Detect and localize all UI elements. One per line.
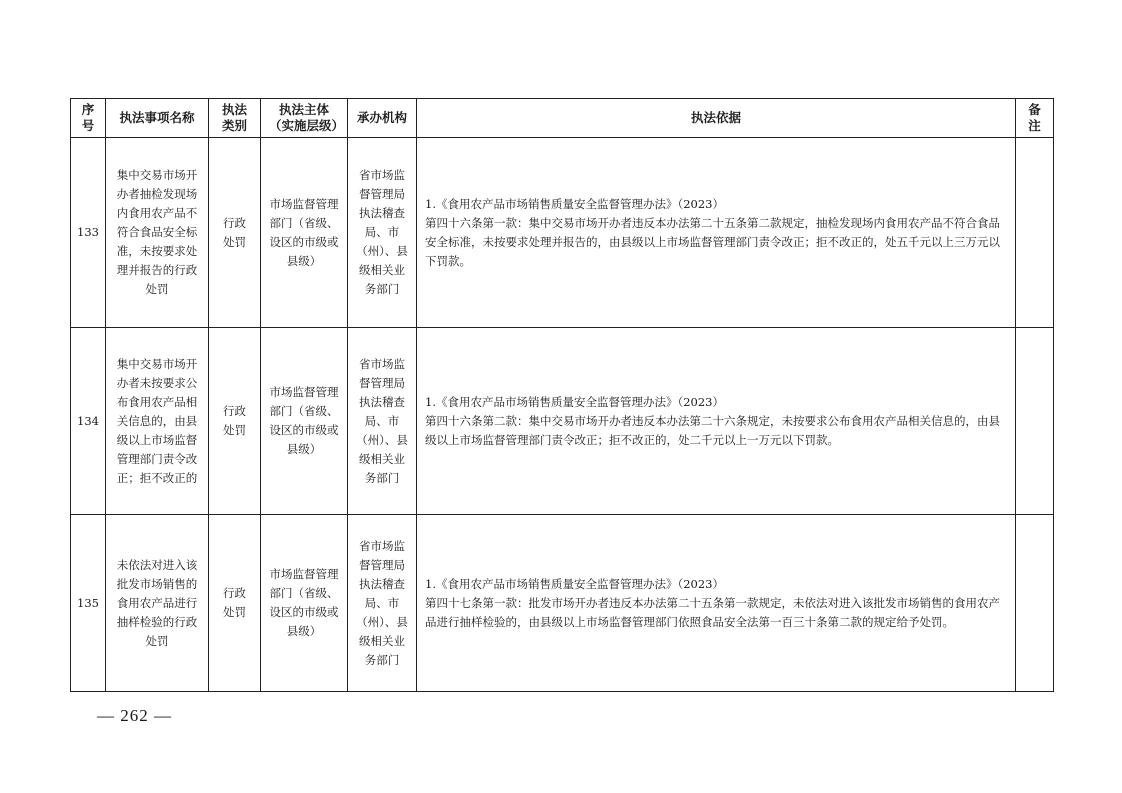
row-name: 集中交易市场开办者抽检发现场内食用农产品不符合食品安全标准，未按要求处理并报告的行政处罚 <box>106 138 209 328</box>
header-subject: 执法主体（实施层级） <box>261 99 348 138</box>
table-header-row <box>71 99 1054 138</box>
row-type: 行政处罚 <box>209 138 261 328</box>
row-subject: 市场监督管理部门（省级、设区的市级或县级） <box>261 138 348 328</box>
basis-title: 1.《食用农产品市场销售质量安全监督管理办法》（2023） <box>425 394 724 409</box>
header-basis: 执法依据 <box>417 99 1016 138</box>
row-org: 省市场监督管理局执法稽查局、市（州）、县级相关业务部门 <box>348 138 417 328</box>
row-type: 行政处罚 <box>209 515 261 692</box>
basis-text: 第四十七条第一款：批发市场开办者违反本办法第二十五条第一款规定，未依法对进入该批发市场销售的食用农产品进行抽样检验的，由县级以上市场监督管理部门依照食品安全法第一百三十条第二款的规定给予处罚。 <box>425 595 1000 629</box>
row-basis <box>417 515 1016 692</box>
table-row <box>71 515 1054 692</box>
page-number: — 262 — <box>97 706 172 725</box>
table-row <box>71 138 1054 328</box>
header-name: 执法事项名称 <box>106 99 209 138</box>
header-no: 序号 <box>71 99 106 138</box>
row-name: 集中交易市场开办者未按要求公布食用农产品相关信息的，由县级以上市场监督管理部门责令改正；拒不改正的 <box>106 328 209 515</box>
row-basis <box>417 328 1016 515</box>
header-type: 执法类别 <box>209 99 261 138</box>
header-remark: 备注 <box>1016 99 1054 138</box>
row-org: 省市场监督管理局执法稽查局、市（州）、县级相关业务部门 <box>348 515 417 692</box>
row-no: 134 <box>71 328 106 515</box>
basis-text: 第四十六条第二款：集中交易市场开办者违反本办法第二十六条规定，未按要求公布食用农产品相关信息的，由县级以上市场监督管理部门责令改正；拒不改正的，处二千元以上一万元以下罚款。 <box>425 413 1000 447</box>
enforcement-table <box>70 98 1054 692</box>
table-row <box>71 328 1054 515</box>
row-subject: 市场监督管理部门（省级、设区的市级或县级） <box>261 328 348 515</box>
basis-title: 1.《食用农产品市场销售质量安全监督管理办法》（2023） <box>425 576 724 591</box>
row-org: 省市场监督管理局执法稽查局、市（州）、县级相关业务部门 <box>348 328 417 515</box>
header-org: 承办机构 <box>348 99 417 138</box>
row-no: 135 <box>71 515 106 692</box>
row-name: 未依法对进入该批发市场销售的食用农产品进行抽样检验的行政处罚 <box>106 515 209 692</box>
row-basis <box>417 138 1016 328</box>
row-remark <box>1016 515 1054 692</box>
row-remark <box>1016 328 1054 515</box>
row-no: 133 <box>71 138 106 328</box>
row-remark <box>1016 138 1054 328</box>
row-subject: 市场监督管理部门（省级、设区的市级或县级） <box>261 515 348 692</box>
basis-title: 1.《食用农产品市场销售质量安全监督管理办法》（2023） <box>425 196 724 211</box>
basis-text: 第四十六条第一款：集中交易市场开办者违反本办法第二十五条第二款规定，抽检发现场内食用农产品不符合食品安全标准，未按要求处理并报告的，由县级以上市场监督管理部门责令改正；拒不改正的，处五千元以上三万元以下罚款。 <box>425 215 1000 268</box>
row-type: 行政处罚 <box>209 328 261 515</box>
